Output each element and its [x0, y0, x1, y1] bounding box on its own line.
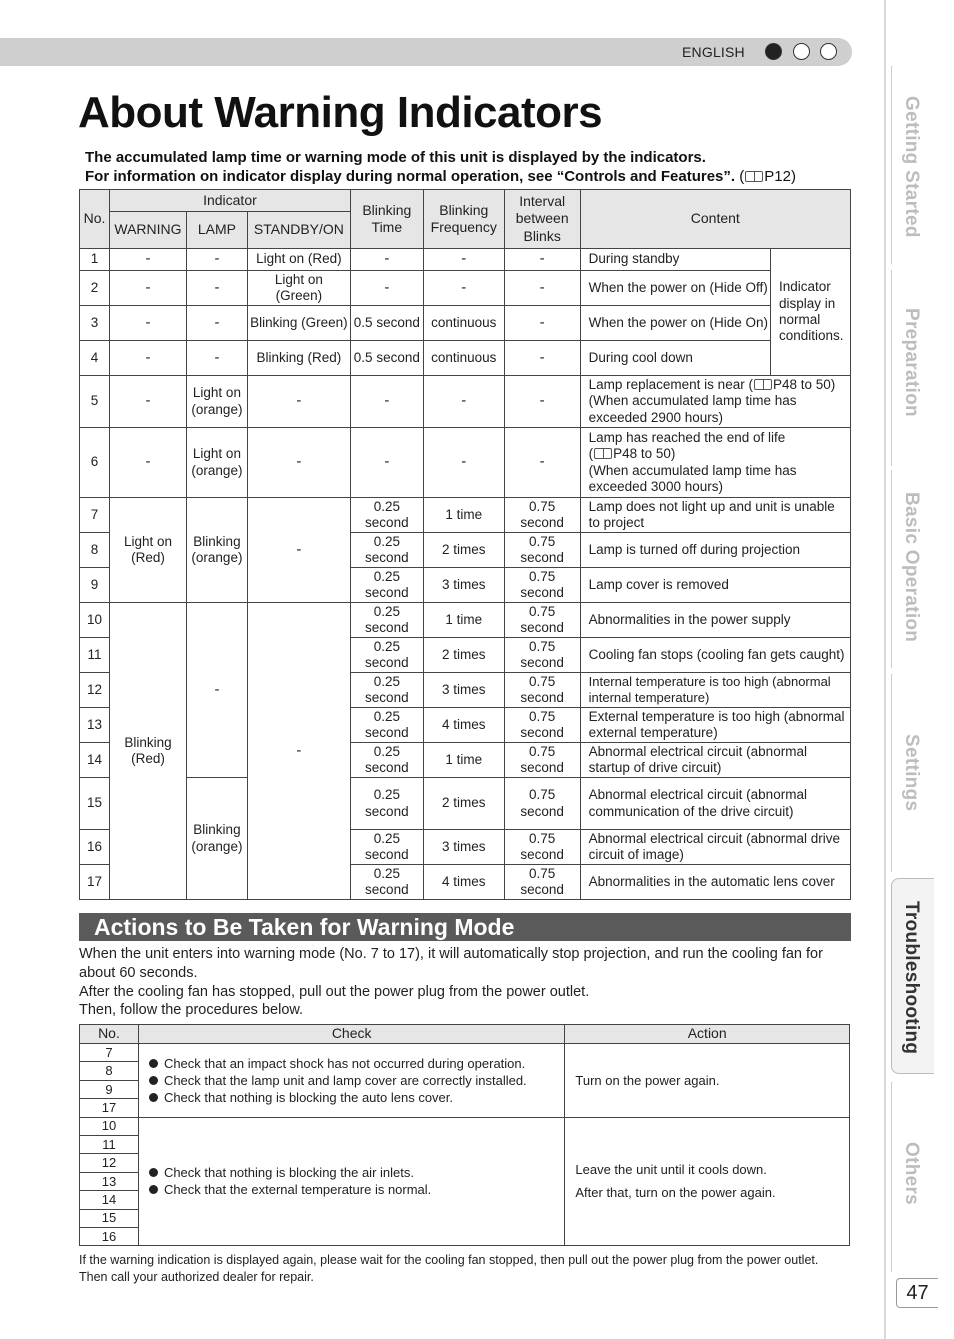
cell-dash: -: [247, 376, 350, 428]
header-blinking-time: Blinking Time: [350, 190, 423, 249]
cell-frequency: 1 time: [423, 498, 504, 533]
cell-frequency: 2 times: [423, 778, 504, 830]
cell-interval: 0.75 second: [504, 638, 580, 673]
indicator-table: [79, 189, 851, 900]
cell-warning: Blinking (Red): [109, 603, 186, 900]
row-no: 9: [80, 568, 110, 603]
cell-content: Lamp cover is removed: [580, 568, 850, 603]
action-line: Leave the unit until it cools down.: [575, 1162, 767, 1178]
cell-dash: -: [504, 428, 580, 498]
header-bar: [0, 38, 852, 66]
cell-warning: Light on (Red): [109, 498, 186, 603]
cell-frequency: continuous: [423, 306, 504, 341]
row-no: 16: [80, 830, 110, 865]
bullet-icon: [149, 1059, 158, 1068]
cell-standby: Light on (Red): [247, 249, 350, 271]
tab-label: Preparation: [901, 308, 922, 417]
cell-frequency: 3 times: [423, 830, 504, 865]
paragraph-2: After the cooling fan has stopped, pull out the power plug from the power outlet.: [79, 984, 590, 1000]
row-no: 8: [80, 1062, 139, 1080]
header-warning: WARNING: [109, 212, 186, 249]
cell-content: When the power on (Hide On): [580, 306, 770, 341]
cell-interval: 0.75 second: [504, 533, 580, 568]
cell-frequency: 1 time: [423, 603, 504, 638]
cell-frequency: 3 times: [423, 673, 504, 708]
cell-dash: -: [423, 376, 504, 428]
row-no: 2: [80, 271, 110, 306]
cell-dash: -: [186, 341, 247, 376]
cell-interval: 0.75 second: [504, 498, 580, 533]
intro-line-2: [85, 168, 796, 185]
cell-content: Cooling fan stops (cooling fan gets caught): [580, 638, 850, 673]
cell-content: Lamp has reached the end of life ( P48 to 50) (When accumulated lamp time has exceeded 3000 hours): [580, 428, 850, 498]
cell-interval: 0.75 second: [504, 708, 580, 743]
tab-label: Basic Operation: [901, 492, 922, 643]
page-ref: P48 to 50): [772, 376, 836, 392]
cell-content: During cool down: [580, 341, 770, 376]
book-icon: [594, 448, 612, 459]
cell-interval: 0.75 second: [504, 830, 580, 865]
cell-content: Abnormal electrical circuit (abnormal drive circuit of image): [580, 830, 850, 865]
cell-dash: -: [504, 249, 580, 271]
row-no: 5: [80, 376, 110, 428]
cell-dash: -: [186, 306, 247, 341]
table-row: [80, 376, 851, 428]
cell-standby: Blinking (Red): [247, 341, 350, 376]
header-no: No.: [80, 1025, 139, 1044]
cell-time: 0.5 second: [350, 341, 423, 376]
header-lamp: LAMP: [186, 212, 247, 249]
cell-content: Abnormal electrical circuit (abnormal communication of the drive circuit): [580, 778, 850, 830]
cell-interval: 0.75 second: [504, 568, 580, 603]
check-list: [138, 1117, 564, 1246]
bullet-icon: [149, 1093, 158, 1102]
row-no: 16: [80, 1227, 139, 1245]
cell-interval: 0.75 second: [504, 673, 580, 708]
cell-frequency: 4 times: [423, 708, 504, 743]
cell-time: 0.25 second: [350, 830, 423, 865]
cell-time: 0.25 second: [350, 673, 423, 708]
content-text: (When accumulated lamp time has exceeded 2900 hours): [588, 393, 797, 425]
cell-dash: -: [423, 271, 504, 306]
content-text: Lamp replacement is near (: [588, 376, 753, 392]
sidebar-divider: [884, 0, 886, 1339]
header-content: Content: [580, 190, 850, 249]
cell-content: Abnormal electrical circuit (abnormal startup of drive circuit): [580, 743, 850, 778]
row-no: 6: [80, 428, 110, 498]
cell-lamp: Blinking (orange): [186, 778, 247, 900]
row-no: 13: [80, 1172, 139, 1190]
table-row: [80, 1044, 850, 1062]
cell-dash: -: [186, 603, 247, 778]
intro-line-1: The accumulated lamp time or warning mode of this unit is displayed by the indicators.: [85, 149, 706, 166]
cell-dash: -: [423, 428, 504, 498]
action-line: After that, turn on the power again.: [575, 1185, 776, 1201]
row-no: 8: [80, 533, 110, 568]
header-no: No.: [80, 190, 110, 249]
normal-conditions-note: Indicator display in normal conditions.: [770, 249, 850, 376]
footnote-line: Then call your authorized dealer for repair.: [79, 1269, 314, 1284]
row-no: 10: [80, 1117, 139, 1135]
row-no: 14: [80, 1191, 139, 1209]
action-text: [565, 1117, 850, 1246]
footnote-line: If the warning indication is displayed again, please wait for the cooling fan stopped, then pull out the power plug from the power outlet.: [79, 1253, 819, 1267]
cell-dash: -: [350, 249, 423, 271]
cell-dash: -: [247, 428, 350, 498]
row-no: 15: [80, 778, 110, 830]
row-no: 17: [80, 865, 110, 900]
cell-frequency: 2 times: [423, 638, 504, 673]
cell-frequency: 4 times: [423, 865, 504, 900]
row-no: 17: [80, 1099, 139, 1117]
page-title: About Warning Indicators: [78, 88, 603, 137]
cell-content: [580, 376, 850, 428]
cell-standby: Light on (Green): [247, 271, 350, 306]
table-row: [80, 1117, 850, 1135]
table-row: [80, 603, 851, 638]
intro-ref-text: P12): [764, 168, 796, 185]
table-row: [80, 498, 851, 533]
cell-content: Internal temperature is too high (abnormal internal temperature): [580, 673, 850, 708]
footnote: [79, 1252, 818, 1285]
table-row: [80, 271, 851, 306]
tab-getting-started[interactable]: [891, 66, 934, 264]
row-no: 7: [80, 498, 110, 533]
cell-dash: -: [186, 249, 247, 271]
actions-table: [79, 1024, 850, 1246]
cell-frequency: 1 time: [423, 743, 504, 778]
header-action: Action: [565, 1025, 850, 1044]
cell-dash: -: [350, 271, 423, 306]
cell-frequency: 3 times: [423, 568, 504, 603]
intro-ref: ( P12): [739, 168, 796, 185]
cell-time: 0.25 second: [350, 533, 423, 568]
cell-dash: -: [423, 249, 504, 271]
table-row: [80, 341, 851, 376]
cell-time: 0.25 second: [350, 778, 423, 830]
tab-troubleshooting[interactable]: [891, 878, 934, 1074]
row-no: 14: [80, 743, 110, 778]
cell-time: 0.25 second: [350, 865, 423, 900]
tab-basic-operation[interactable]: [891, 470, 934, 668]
cell-dash: -: [109, 428, 186, 498]
check-item: Check that the external temperature is normal.: [163, 1182, 432, 1198]
cell-interval: 0.75 second: [504, 603, 580, 638]
section-title: Actions to Be Taken for Warning Mode: [79, 913, 851, 941]
header-standby: STANDBY/ON: [247, 212, 350, 249]
bullet-icon: [149, 1168, 158, 1177]
cell-dash: -: [350, 428, 423, 498]
row-no: 12: [80, 1154, 139, 1172]
cell-dash: -: [109, 271, 186, 306]
check-item: Check that the lamp unit and lamp cover are correctly installed.: [163, 1072, 527, 1088]
table-row: [80, 778, 851, 830]
cell-lamp: Light on (orange): [186, 376, 247, 428]
content-text: Lamp has reached the end of life: [588, 429, 786, 445]
bullet-icon: [149, 1076, 158, 1085]
cell-dash: -: [109, 341, 186, 376]
cell-content: External temperature is too high (abnormal external temperature): [580, 708, 850, 743]
cell-content: When the power on (Hide Off): [580, 271, 770, 306]
cell-dash: -: [504, 306, 580, 341]
cell-time: 0.5 second: [350, 306, 423, 341]
bullet-icon: [149, 1185, 158, 1194]
cell-dash: -: [350, 376, 423, 428]
progress-dot-empty: [820, 43, 837, 60]
cell-dash: -: [109, 306, 186, 341]
check-item: Check that nothing is blocking the auto lens cover.: [163, 1089, 454, 1105]
cell-dash: -: [504, 376, 580, 428]
book-icon: [754, 379, 772, 390]
row-no: 12: [80, 673, 110, 708]
cell-dash: -: [186, 271, 247, 306]
cell-interval: 0.75 second: [504, 778, 580, 830]
progress-dot-filled: [765, 43, 782, 60]
cell-time: 0.25 second: [350, 603, 423, 638]
cell-content: During standby: [580, 249, 770, 271]
cell-content: Lamp does not light up and unit is unable to project: [580, 498, 850, 533]
cell-time: 0.25 second: [350, 708, 423, 743]
check-item: Check that an impact shock has not occurred during operation.: [163, 1055, 526, 1071]
cell-dash: -: [109, 249, 186, 271]
intro-line-2-text: For information on indicator display during normal operation, see “Controls and Features”.: [85, 168, 736, 185]
header-interval: Interval between Blinks: [504, 190, 580, 249]
row-no: 7: [80, 1044, 139, 1062]
cell-lamp: Light on (orange): [186, 428, 247, 498]
cell-interval: 0.75 second: [504, 743, 580, 778]
cell-content: Lamp is turned off during projection: [580, 533, 850, 568]
tab-preparation[interactable]: [891, 270, 934, 466]
tab-settings[interactable]: [891, 674, 934, 872]
row-no: 3: [80, 306, 110, 341]
cell-dash: -: [504, 271, 580, 306]
header-check: Check: [138, 1025, 564, 1044]
cell-time: 0.25 second: [350, 638, 423, 673]
header-blinking-frequency: Blinking Frequency: [423, 190, 504, 249]
page-ref: P48 to 50): [613, 446, 676, 462]
row-no: 9: [80, 1080, 139, 1098]
row-no: 10: [80, 603, 110, 638]
cell-content: Abnormalities in the automatic lens cover: [580, 865, 850, 900]
book-icon: [745, 171, 763, 182]
cell-content: Abnormalities in the power supply: [580, 603, 850, 638]
tab-label: Settings: [901, 734, 922, 812]
tab-label: Troubleshooting: [901, 901, 922, 1055]
cell-frequency: continuous: [423, 341, 504, 376]
cell-time: 0.25 second: [350, 568, 423, 603]
paragraph-1: When the unit enters into warning mode (No. 7 to 17), it will automatically stop projection, and run the cooling fan for about 60 seconds.: [79, 946, 823, 981]
check-list: [138, 1044, 564, 1118]
cell-dash: -: [109, 376, 186, 428]
cell-dash: -: [247, 603, 350, 900]
row-no: 1: [80, 249, 110, 271]
tab-label: Others: [901, 1142, 922, 1206]
cell-interval: 0.75 second: [504, 865, 580, 900]
cell-time: 0.25 second: [350, 743, 423, 778]
cell-frequency: 2 times: [423, 533, 504, 568]
language-label: ENGLISH: [682, 44, 745, 60]
check-item: Check that nothing is blocking the air inlets.: [163, 1165, 414, 1181]
row-no: 13: [80, 708, 110, 743]
table-row: [80, 306, 851, 341]
tab-label: Getting Started: [901, 96, 922, 238]
cell-lamp: Blinking (orange): [186, 498, 247, 603]
action-text: Turn on the power again.: [565, 1044, 850, 1118]
table-row: [80, 249, 851, 271]
progress-dot-empty: [793, 43, 810, 60]
table-row: [80, 428, 851, 498]
row-no: 4: [80, 341, 110, 376]
cell-time: 0.25 second: [350, 498, 423, 533]
row-no: 15: [80, 1209, 139, 1227]
row-no: 11: [80, 638, 110, 673]
page-number: 47: [896, 1278, 938, 1308]
tab-others[interactable]: [891, 1082, 934, 1272]
header-indicator: Indicator: [109, 190, 350, 212]
cell-dash: -: [504, 341, 580, 376]
content-text: (When accumulated lamp time has exceeded 3000 hours): [588, 462, 797, 494]
row-no: 11: [80, 1135, 139, 1153]
cell-dash: -: [247, 498, 350, 603]
cell-standby: Blinking (Green): [247, 306, 350, 341]
paragraph-3: Then, follow the procedures below.: [79, 1002, 304, 1018]
